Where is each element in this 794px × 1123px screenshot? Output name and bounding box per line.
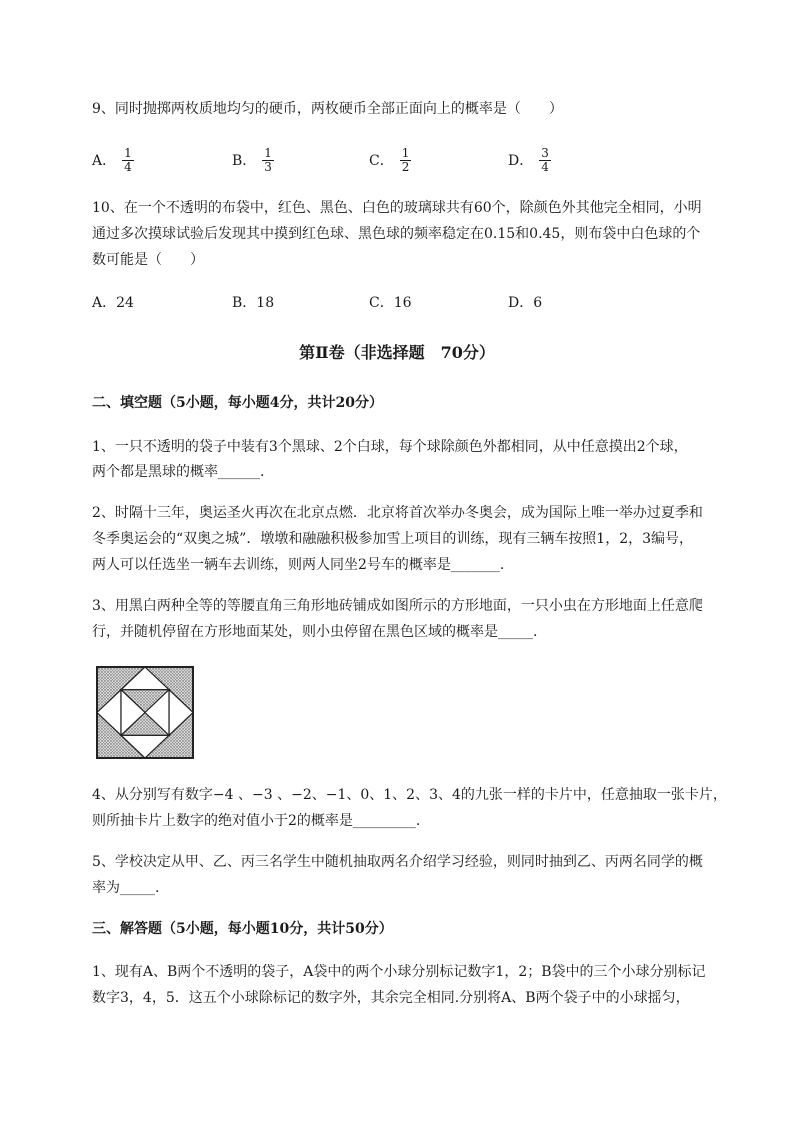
q10-option-a: A．24 xyxy=(92,295,134,311)
q9-stem: 9、同时抛掷两枚质地均匀的硬币，两枚硬币全部正面向上的概率是（ ） xyxy=(92,101,563,117)
fill-q1-line-2: 两个都是黑球的概率______. xyxy=(92,464,265,480)
option-letter: B． xyxy=(232,153,257,169)
numerator: 1 xyxy=(264,145,272,160)
section3-heading: 三、解答题（5小题，每小题10分，共计50分） xyxy=(92,921,393,937)
q9-option-b xyxy=(232,140,274,180)
fraction xyxy=(400,147,412,174)
q9-option-c xyxy=(369,140,411,180)
q9-option-a xyxy=(92,140,134,180)
q10-option-b: B．18 xyxy=(232,295,275,311)
denominator: 2 xyxy=(401,159,410,174)
fill-q4-line-2: 则所抽卡片上数字的绝对值小于2的概率是_________. xyxy=(92,813,421,829)
numerator: 1 xyxy=(124,145,132,160)
fill-q4-line-1: 4、从分别写有数字−4 、−3 、−2、−1、0、1、2、3、4的九张一样的卡片中，任意抽取一张卡片， xyxy=(92,787,727,803)
q10-line-2: 通过多次摸球试验后发现其中摸到红色球、黑色球的频率稳定在0.15和0.45，则布袋中白色球的个 xyxy=(92,226,701,242)
fraction xyxy=(122,147,134,174)
tile-floor-figure xyxy=(95,665,195,760)
fill-q3-line-2: 行，并随机停留在方形地面某处，则小虫停留在黑色区域的概率是_____. xyxy=(92,624,538,640)
fill-q2-line-3: 两人可以任选坐一辆车去训练，则两人同坐2号车的概率是_______. xyxy=(92,557,505,573)
q9-options xyxy=(92,140,692,180)
q10-option-c: C．16 xyxy=(369,295,412,311)
fill-q5-line-2: 率为_____. xyxy=(92,880,160,896)
q10-option-d: D．6 xyxy=(508,295,543,311)
solve-q1-line-2: 数字3，4，5．这五个小球除标记的数字外，其余完全相同.分别将A、B两个袋子中的小球摇匀， xyxy=(92,990,690,1006)
q9-option-d xyxy=(508,140,551,180)
option-letter: C． xyxy=(369,153,394,169)
fill-q2-line-1: 2、时隔十三年，奥运圣火再次在北京点燃．北京将首次举办冬奥会，成为国际上唯一举办过夏季和 xyxy=(92,505,703,521)
option-letter: A． xyxy=(92,153,117,169)
denominator: 4 xyxy=(124,159,132,174)
solve-q1-line-1: 1、现有A、B两个不透明的袋子，A袋中的两个小球分别标记数字1，2；B袋中的三个小球分别标记 xyxy=(92,964,706,980)
fill-q5-line-1: 5、学校决定从甲、乙、丙三名学生中随机抽取两名介绍学习经验，则同时抽到乙、丙两名同学的概 xyxy=(92,854,703,870)
q10-line-1: 10、在一个不透明的布袋中，红色、黑色、白色的玻璃球共有60个，除颜色外其他完全相同，小明 xyxy=(92,200,702,216)
fill-q1-line-1: 1、一只不透明的袋子中装有3个黑球、2个白球，每个球除颜色外都相同，从中任意摸出2个球， xyxy=(92,439,688,455)
numerator: 1 xyxy=(401,145,410,160)
fill-q3-line-1: 3、用黑白两种全等的等腰直角三角形地砖铺成如图所示的方形地面，一只小虫在方形地面上任意爬 xyxy=(92,598,703,614)
section2-heading: 二、填空题（5小题，每小题4分，共计20分） xyxy=(92,395,383,411)
fill-q2-line-2: 冬季奥运会的“双奥之城”．墩墩和融融积极参加雪上项目的训练，现有三辆车按照1，2，3编号， xyxy=(92,531,694,547)
q10-line-3: 数可能是（ ） xyxy=(92,252,204,268)
fraction xyxy=(539,147,551,174)
option-letter: D． xyxy=(508,153,534,169)
denominator: 3 xyxy=(264,159,272,174)
part2-title: 第Ⅱ卷（非选择题 70分） xyxy=(299,343,495,362)
fraction xyxy=(262,147,274,174)
numerator: 3 xyxy=(541,145,549,160)
denominator: 4 xyxy=(541,159,549,174)
